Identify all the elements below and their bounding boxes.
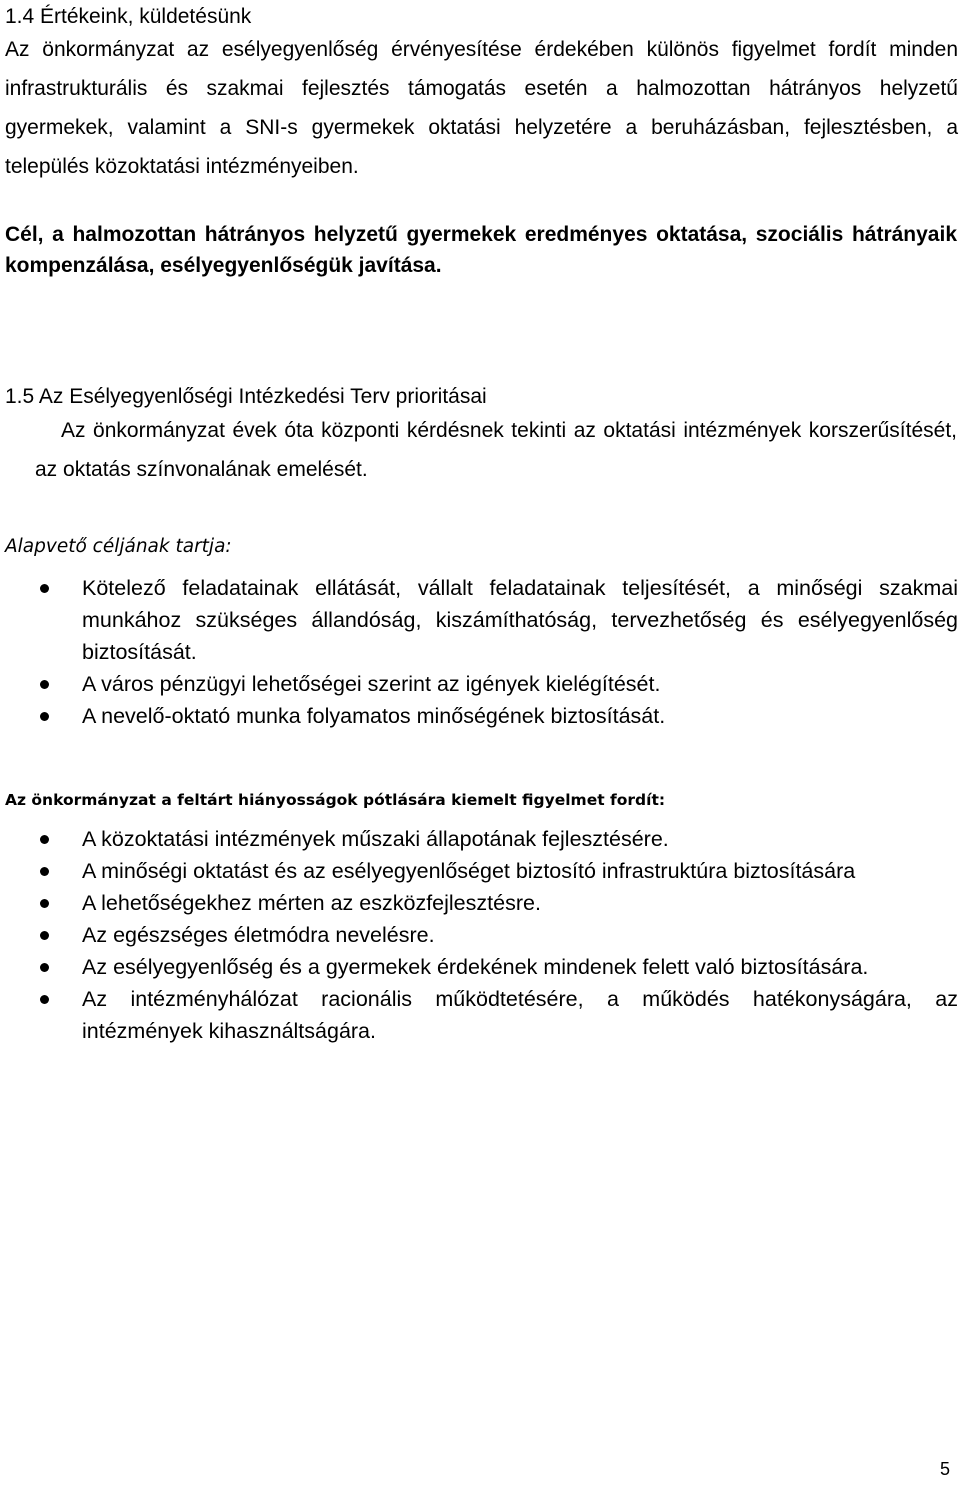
bullet-icon <box>40 867 49 876</box>
bullet-icon <box>40 712 49 721</box>
list-item: Kötelező feladatainak ellátását, vállalt feladatainak teljesítését, a minőségi szakmai munkához szükséges állandóság, kiszámíthatóság, tervezhetőség és esélyegyenlőség biztosítását. <box>0 572 958 668</box>
deficiencies-heading: Az önkormányzat a feltárt hiányosságok pótlására kiemelt figyelmet fordít: <box>5 791 666 809</box>
list-item: Az egészséges életmódra nevelésre. <box>0 919 958 951</box>
list-item: Az intézményhálózat racionális működtetésére, a működés hatékonyságára, az intézmények kihasználtságára. <box>0 983 958 1047</box>
list-item: Az esélyegyenlőség és a gyermekek érdekének mindenek felett való biztosítására. <box>0 951 958 983</box>
bullet-icon <box>40 963 49 972</box>
list-item: A lehetőségekhez mérten az eszközfejlesztésre. <box>0 887 958 919</box>
list-item: A város pénzügyi lehetőségei szerint az igények kielégítését. <box>0 668 958 700</box>
bullet-icon <box>40 931 49 940</box>
bullet-icon <box>40 995 49 1004</box>
section-1-4-goal: Cél, a halmozottan hátrányos helyzetű gyermekek eredményes oktatása, szociális hátrányaik kompenzálása, esélyegyenlőségük javítása. <box>5 223 957 277</box>
bullet-icon <box>40 584 49 593</box>
bullet-icon <box>40 835 49 844</box>
section-1-4-paragraph: Az önkormányzat az esélyegyenlőség érvényesítése érdekében különös figyelmet fordít minden infrastrukturális és szakmai fejlesztés támogatás esetén a halmozottan hátrányos helyzetű gyermekek, valamint a SNI-s gyermekek oktatási helyzetére a beruházásban, fejlesztésben, a település közoktatási intézményeiben. <box>5 38 958 178</box>
deficiencies-list <box>0 823 958 1047</box>
basic-goals-heading: Alapvető céljának tartja: <box>5 536 232 557</box>
page-number: 5 <box>940 1459 951 1479</box>
section-1-5-heading: 1.5 Az Esélyegyenlőségi Intézkedési Terv prioritásai <box>5 385 487 408</box>
section-1-5-paragraph: Az önkormányzat évek óta központi kérdésnek tekinti az oktatási intézmények korszerűsítését, az oktatás színvonalának emelését. <box>35 419 957 481</box>
section-1-4-heading: 1.4 Értékeink, küldetésünk <box>5 5 252 28</box>
basic-goals-list <box>0 572 958 732</box>
bullet-icon <box>40 899 49 908</box>
list-item: A minőségi oktatást és az esélyegyenlőséget biztosító infrastruktúra biztosítására <box>0 855 958 887</box>
bullet-icon <box>40 680 49 689</box>
list-item: A közoktatási intézmények műszaki állapotának fejlesztésére. <box>0 823 958 855</box>
list-item: A nevelő-oktató munka folyamatos minőségének biztosítását. <box>0 700 958 732</box>
